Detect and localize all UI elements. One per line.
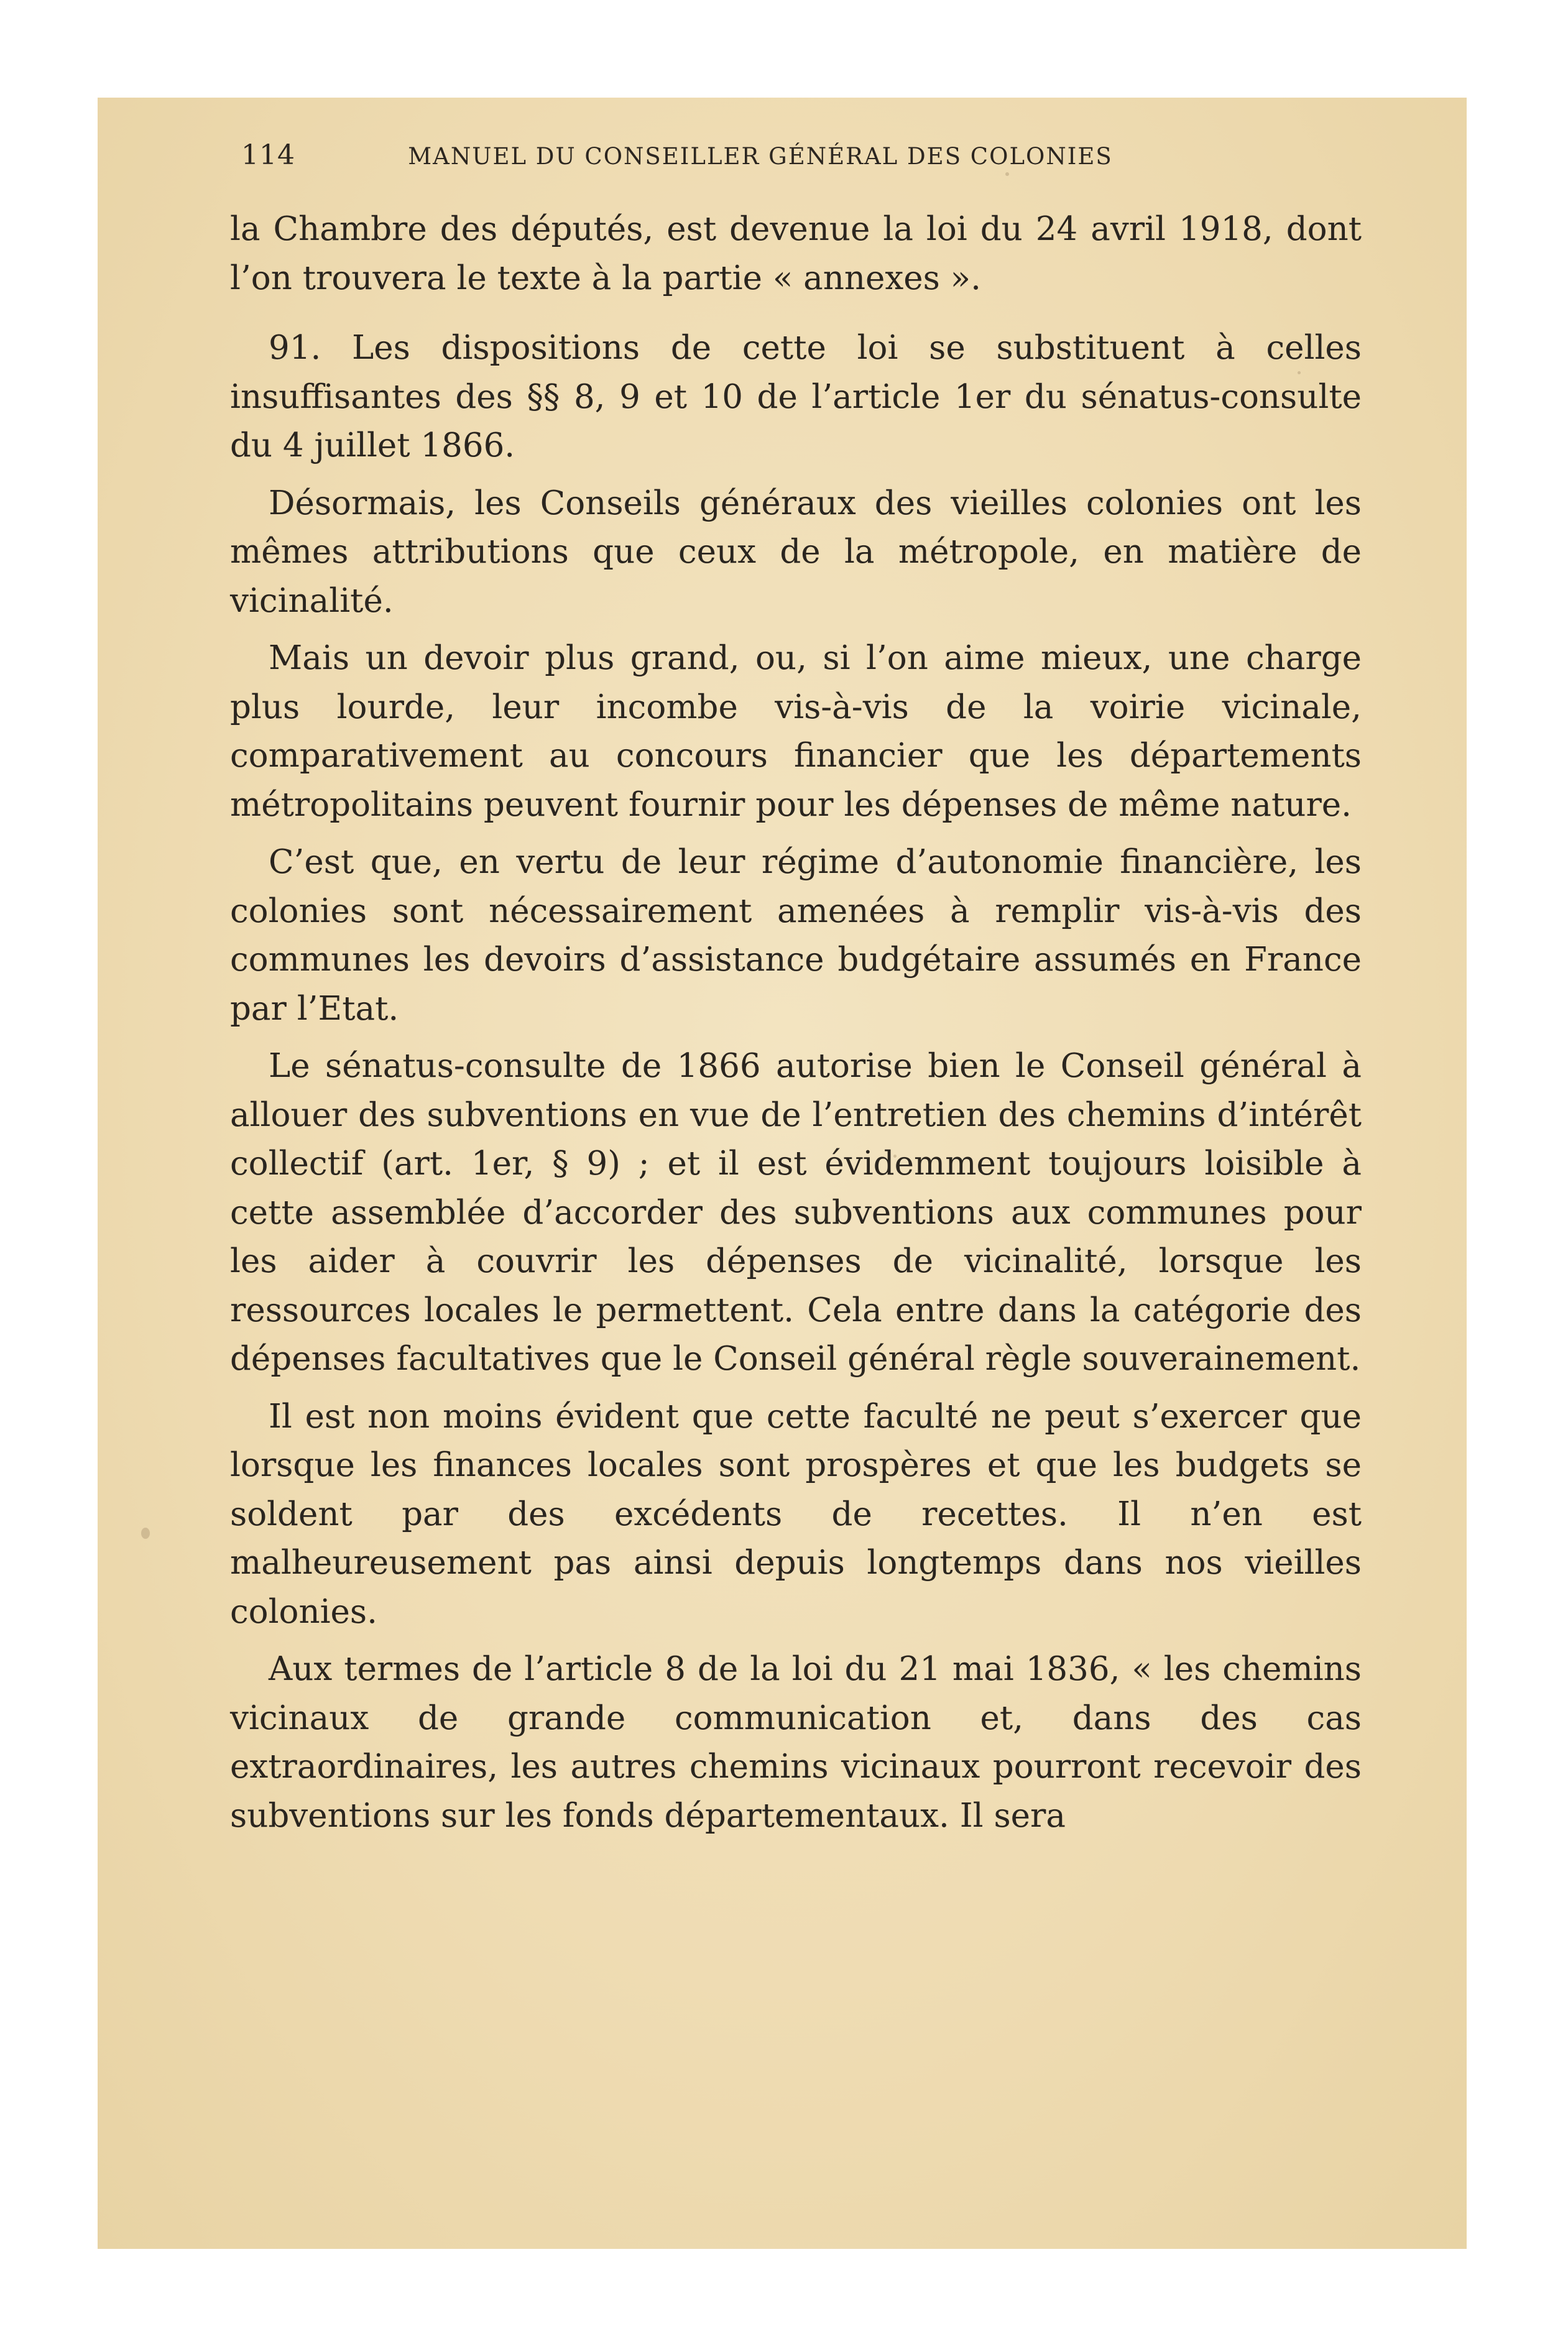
- paragraph: Il est non moins évident que cette faculté ne peut s’exercer que lorsque les finances locales sont prospères et que les budgets se soldent par des excédents de recettes. Il n’en est malheureusement pas ainsi depuis longtemps dans nos vieilles colonies.: [230, 1397, 1362, 1631]
- paragraph: Désormais, les Conseils généraux des vieilles colonies ont les mêmes attributions que ceux de la métropole, en matière de vicinalité.: [230, 484, 1362, 620]
- paragraph-continued: la Chambre des députés, est devenue la loi du 24 avril 1918, dont l’on trouvera le texte à la partie « annexes ».: [230, 210, 1362, 297]
- paragraph: C’est que, en vertu de leur régime d’autonomie financière, les colonies sont nécessairement amenées à remplir vis-à-vis des communes les devoirs d’assistance budgétaire assumés en France par l’Etat.: [230, 843, 1362, 1028]
- page-header: [241, 139, 1205, 183]
- body-text: [230, 205, 1362, 1840]
- paragraph-91: 91. Les dispositions de cette loi se substituent à celles insuffisantes des §§ 8, 9 et 10 de l’article 1er du sénatus-consulte du 4 juillet 1866.: [230, 329, 1362, 464]
- paragraph: Le sénatus-consulte de 1866 autorise bien le Conseil général à allouer des subventions en vue de l’entretien des chemins d’intérêt collectif (art. 1er, § 9) ; et il est évidemment toujours loisible à cette assemblée d’accorder des subventions aux communes pour les aider à couvrir les dépenses de vicinalité, lorsque les ressources locales le permettent. Cela entre dans la catégorie des dépenses facultatives que le Conseil général règle souverainement.: [230, 1047, 1362, 1378]
- paragraph: Mais un devoir plus grand, ou, si l’on aime mieux, une charge plus lourde, leur incombe vis-à-vis de la voirie vicinale, comparativement au concours financier que les départements métropolitains peuvent fournir pour les dépenses de même nature.: [230, 639, 1362, 824]
- running-title: MANUEL DU CONSEILLER GÉNÉRAL DES COLONIES: [408, 143, 1113, 170]
- page-number: 114: [241, 139, 295, 171]
- paragraph: Aux termes de l’article 8 de la loi du 21 mai 1836, « les chemins vicinaux de grande communication et, dans des cas extraordinaires, les autres chemins vicinaux pourront recevoir des subventions sur les fonds départementaux. Il sera: [230, 1650, 1362, 1835]
- paper-speck: [141, 1528, 150, 1539]
